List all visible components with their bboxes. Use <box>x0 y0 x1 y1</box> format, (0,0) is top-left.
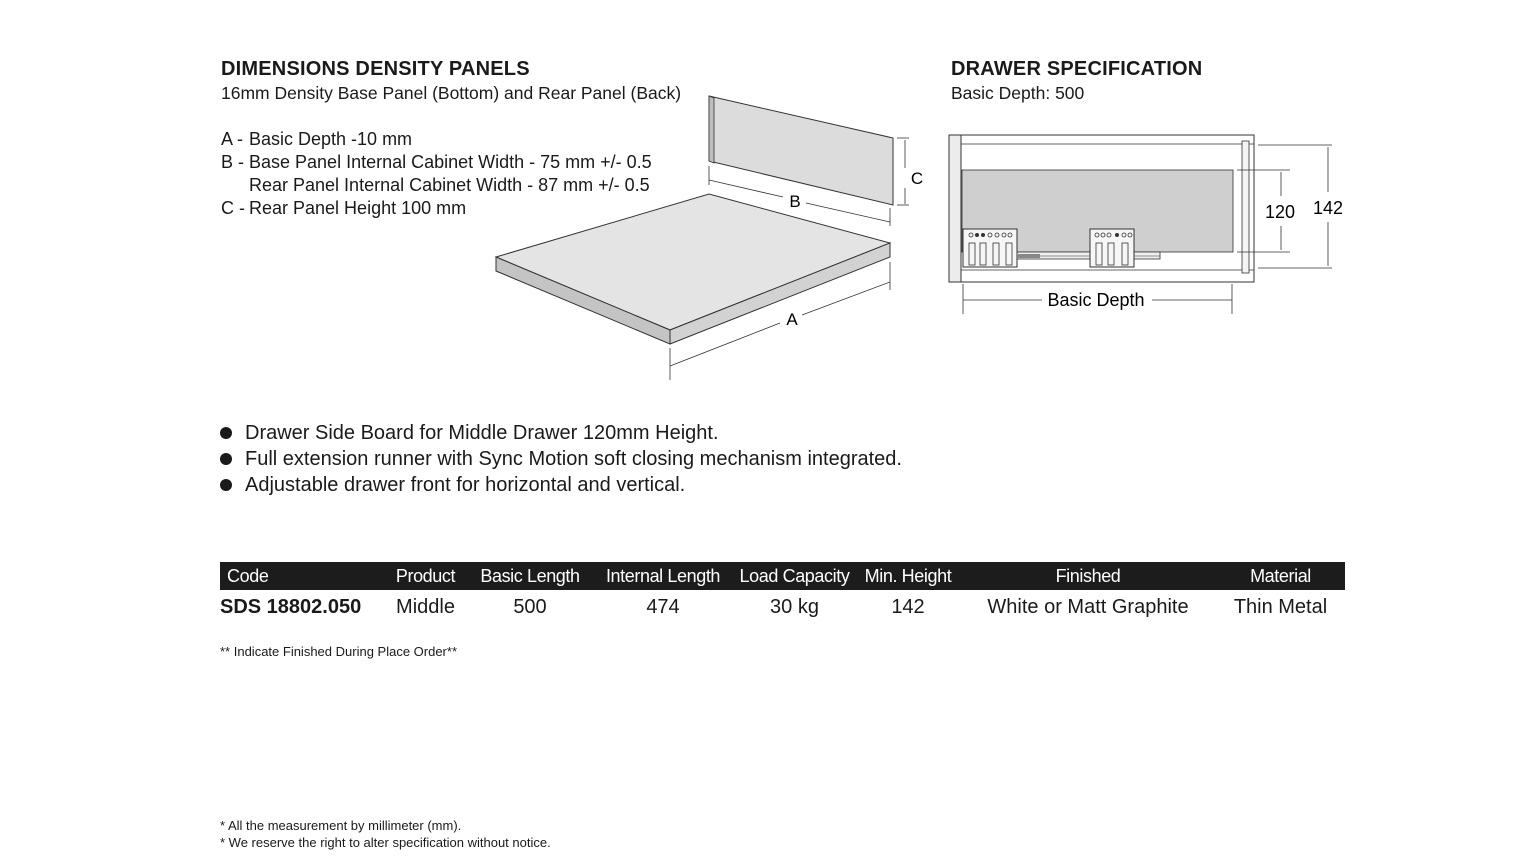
feature-item <box>220 446 902 472</box>
drawer-spec-title: DRAWER SPECIFICATION <box>951 58 1203 80</box>
front-bracket <box>963 229 1017 267</box>
dimension-label-120: 120 <box>1264 202 1296 222</box>
cell-min-height: 142 <box>891 595 925 618</box>
cell-code: SDS 18802.050 <box>220 595 362 618</box>
dimension-label-basic-depth: Basic Depth <box>1047 290 1145 310</box>
table-header-row <box>220 562 1345 590</box>
dimension-label-b: B <box>789 192 801 211</box>
feature-item <box>220 420 902 446</box>
drawer-spec-subtitle: Basic Depth: 500 <box>951 83 1085 103</box>
rear-bracket <box>1090 229 1134 267</box>
product-table <box>220 562 1345 624</box>
feature-item <box>220 472 902 498</box>
dimension-label-a: A <box>786 310 798 329</box>
feature-list <box>220 420 902 498</box>
spec-key <box>221 174 249 197</box>
panels-subtitle: 16mm Density Base Panel (Bottom) and Rear Panel (Back) <box>221 83 682 103</box>
dimension-label-c: C <box>910 169 924 188</box>
spec-key: B - <box>221 152 245 172</box>
dimension-label-142: 142 <box>1312 198 1344 218</box>
header-material: Material <box>1216 562 1345 590</box>
cell-internal-length: 474 <box>646 595 680 618</box>
header-code: Code <box>220 562 384 590</box>
rear-stop <box>1242 141 1249 273</box>
base-panel-top <box>496 194 890 330</box>
spec-text: Base Panel Internal Cabinet Width - 75 mm +/- 0.5 <box>249 152 652 172</box>
cell-material: Thin Metal <box>1233 595 1328 618</box>
cell-product: Middle <box>396 595 455 618</box>
cell-finished: White or Matt Graphite <box>987 595 1189 618</box>
header-min-height: Min. Height <box>856 562 960 590</box>
cell-load-capacity: 30 kg <box>770 595 819 618</box>
header-load-capacity: Load Capacity <box>733 562 856 590</box>
feature-text: Drawer Side Board for Middle Drawer 120mm Height. <box>245 422 719 444</box>
order-note: ** Indicate Finished During Place Order** <box>220 644 458 659</box>
header-internal-length: Internal Length <box>593 562 733 590</box>
spec-text: Basic Depth -10 mm <box>249 129 413 149</box>
spec-key: C - <box>221 198 245 218</box>
drawer-front <box>949 135 961 282</box>
cell-basic-length: 500 <box>513 595 547 618</box>
panels-title: DIMENSIONS DENSITY PANELS <box>221 58 530 80</box>
table-row <box>220 590 1345 624</box>
rear-panel <box>709 96 893 205</box>
bullet-icon <box>220 453 232 465</box>
bullet-icon <box>220 479 232 491</box>
spec-text: Rear Panel Height 100 mm <box>249 198 467 218</box>
header-product: Product <box>384 562 467 590</box>
header-finished: Finished <box>960 562 1216 590</box>
footnotes <box>220 817 551 851</box>
spec-key: A - <box>221 129 244 149</box>
panels-diagram <box>480 90 930 390</box>
feature-text: Adjustable drawer front for horizontal and vertical. <box>245 474 686 496</box>
spec-text: Rear Panel Internal Cabinet Width - 87 mm +/- 0.5 <box>249 175 650 195</box>
feature-text: Full extension runner with Sync Motion soft closing mechanism integrated. <box>245 448 902 470</box>
rear-panel-edge <box>709 96 714 163</box>
footnote: * All the measurement by millimeter (mm). <box>220 818 462 833</box>
footnote: * We reserve the right to alter specification without notice. <box>220 835 551 850</box>
drawer-diagram <box>940 125 1360 320</box>
header-basic-length: Basic Length <box>467 562 593 590</box>
bullet-icon <box>220 427 232 439</box>
